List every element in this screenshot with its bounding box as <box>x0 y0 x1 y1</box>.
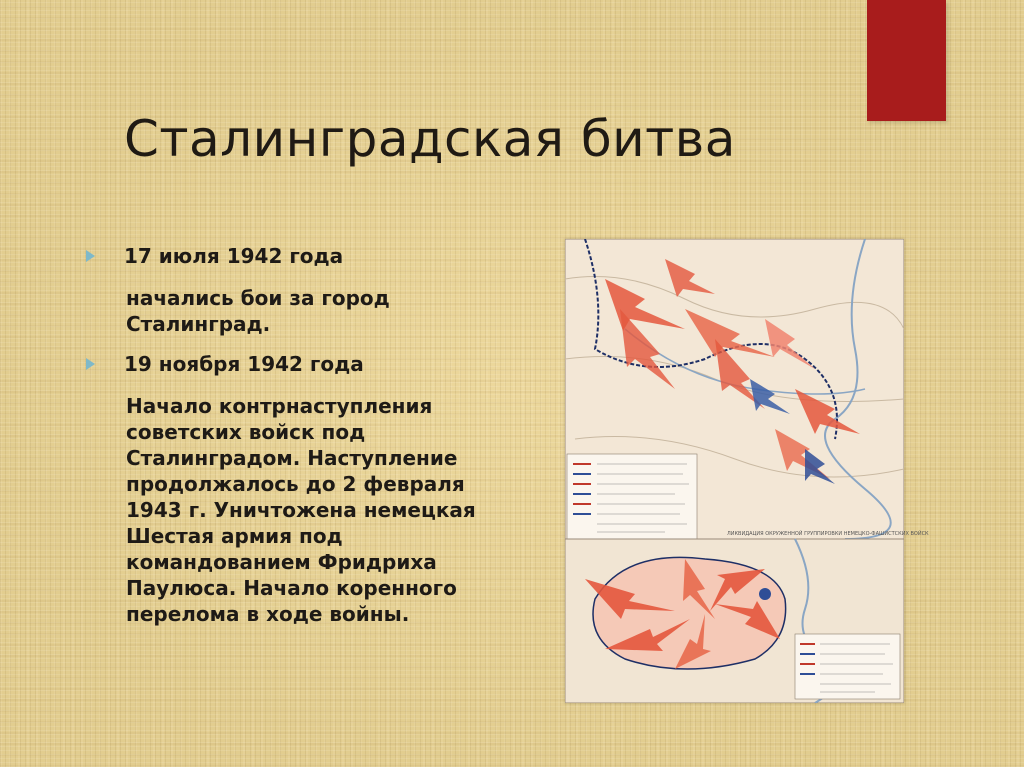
city-marker <box>759 588 771 600</box>
bullet-item-2 <box>86 351 486 377</box>
bullet-arrow-icon <box>86 250 95 262</box>
sub-text-2: Начало контрнаступления советских войск под Сталинградом. Наступление продолжалось до 2 февраля 1943 г. Уничтожена немецкая Шестая армия под командованием Фридриха Паулюса. Начало коренного перелома в ходе войны. <box>126 394 476 626</box>
slide-title: Сталинградская битва <box>124 110 736 168</box>
map-caption: ЛИКВИДАЦИЯ ОКРУЖЕННОЙ ГРУППИРОВКИ НЕМЕЦКО-ФАШИСТСКИХ ВОЙСК <box>727 531 929 537</box>
bullet-arrow-icon <box>86 358 95 370</box>
slide-body <box>86 240 486 627</box>
bullet-1-text: 17 июля 1942 года <box>124 244 344 268</box>
red-accent-tab <box>867 0 946 121</box>
map-legend <box>567 454 697 539</box>
battle-map-image <box>565 239 929 703</box>
sub-text-1: начались бои за город Сталинград. <box>126 286 390 336</box>
bullet-2-text: 19 ноября 1942 года <box>124 352 364 376</box>
bullet-item-1 <box>86 243 486 269</box>
battle-map-drawing <box>565 239 904 703</box>
